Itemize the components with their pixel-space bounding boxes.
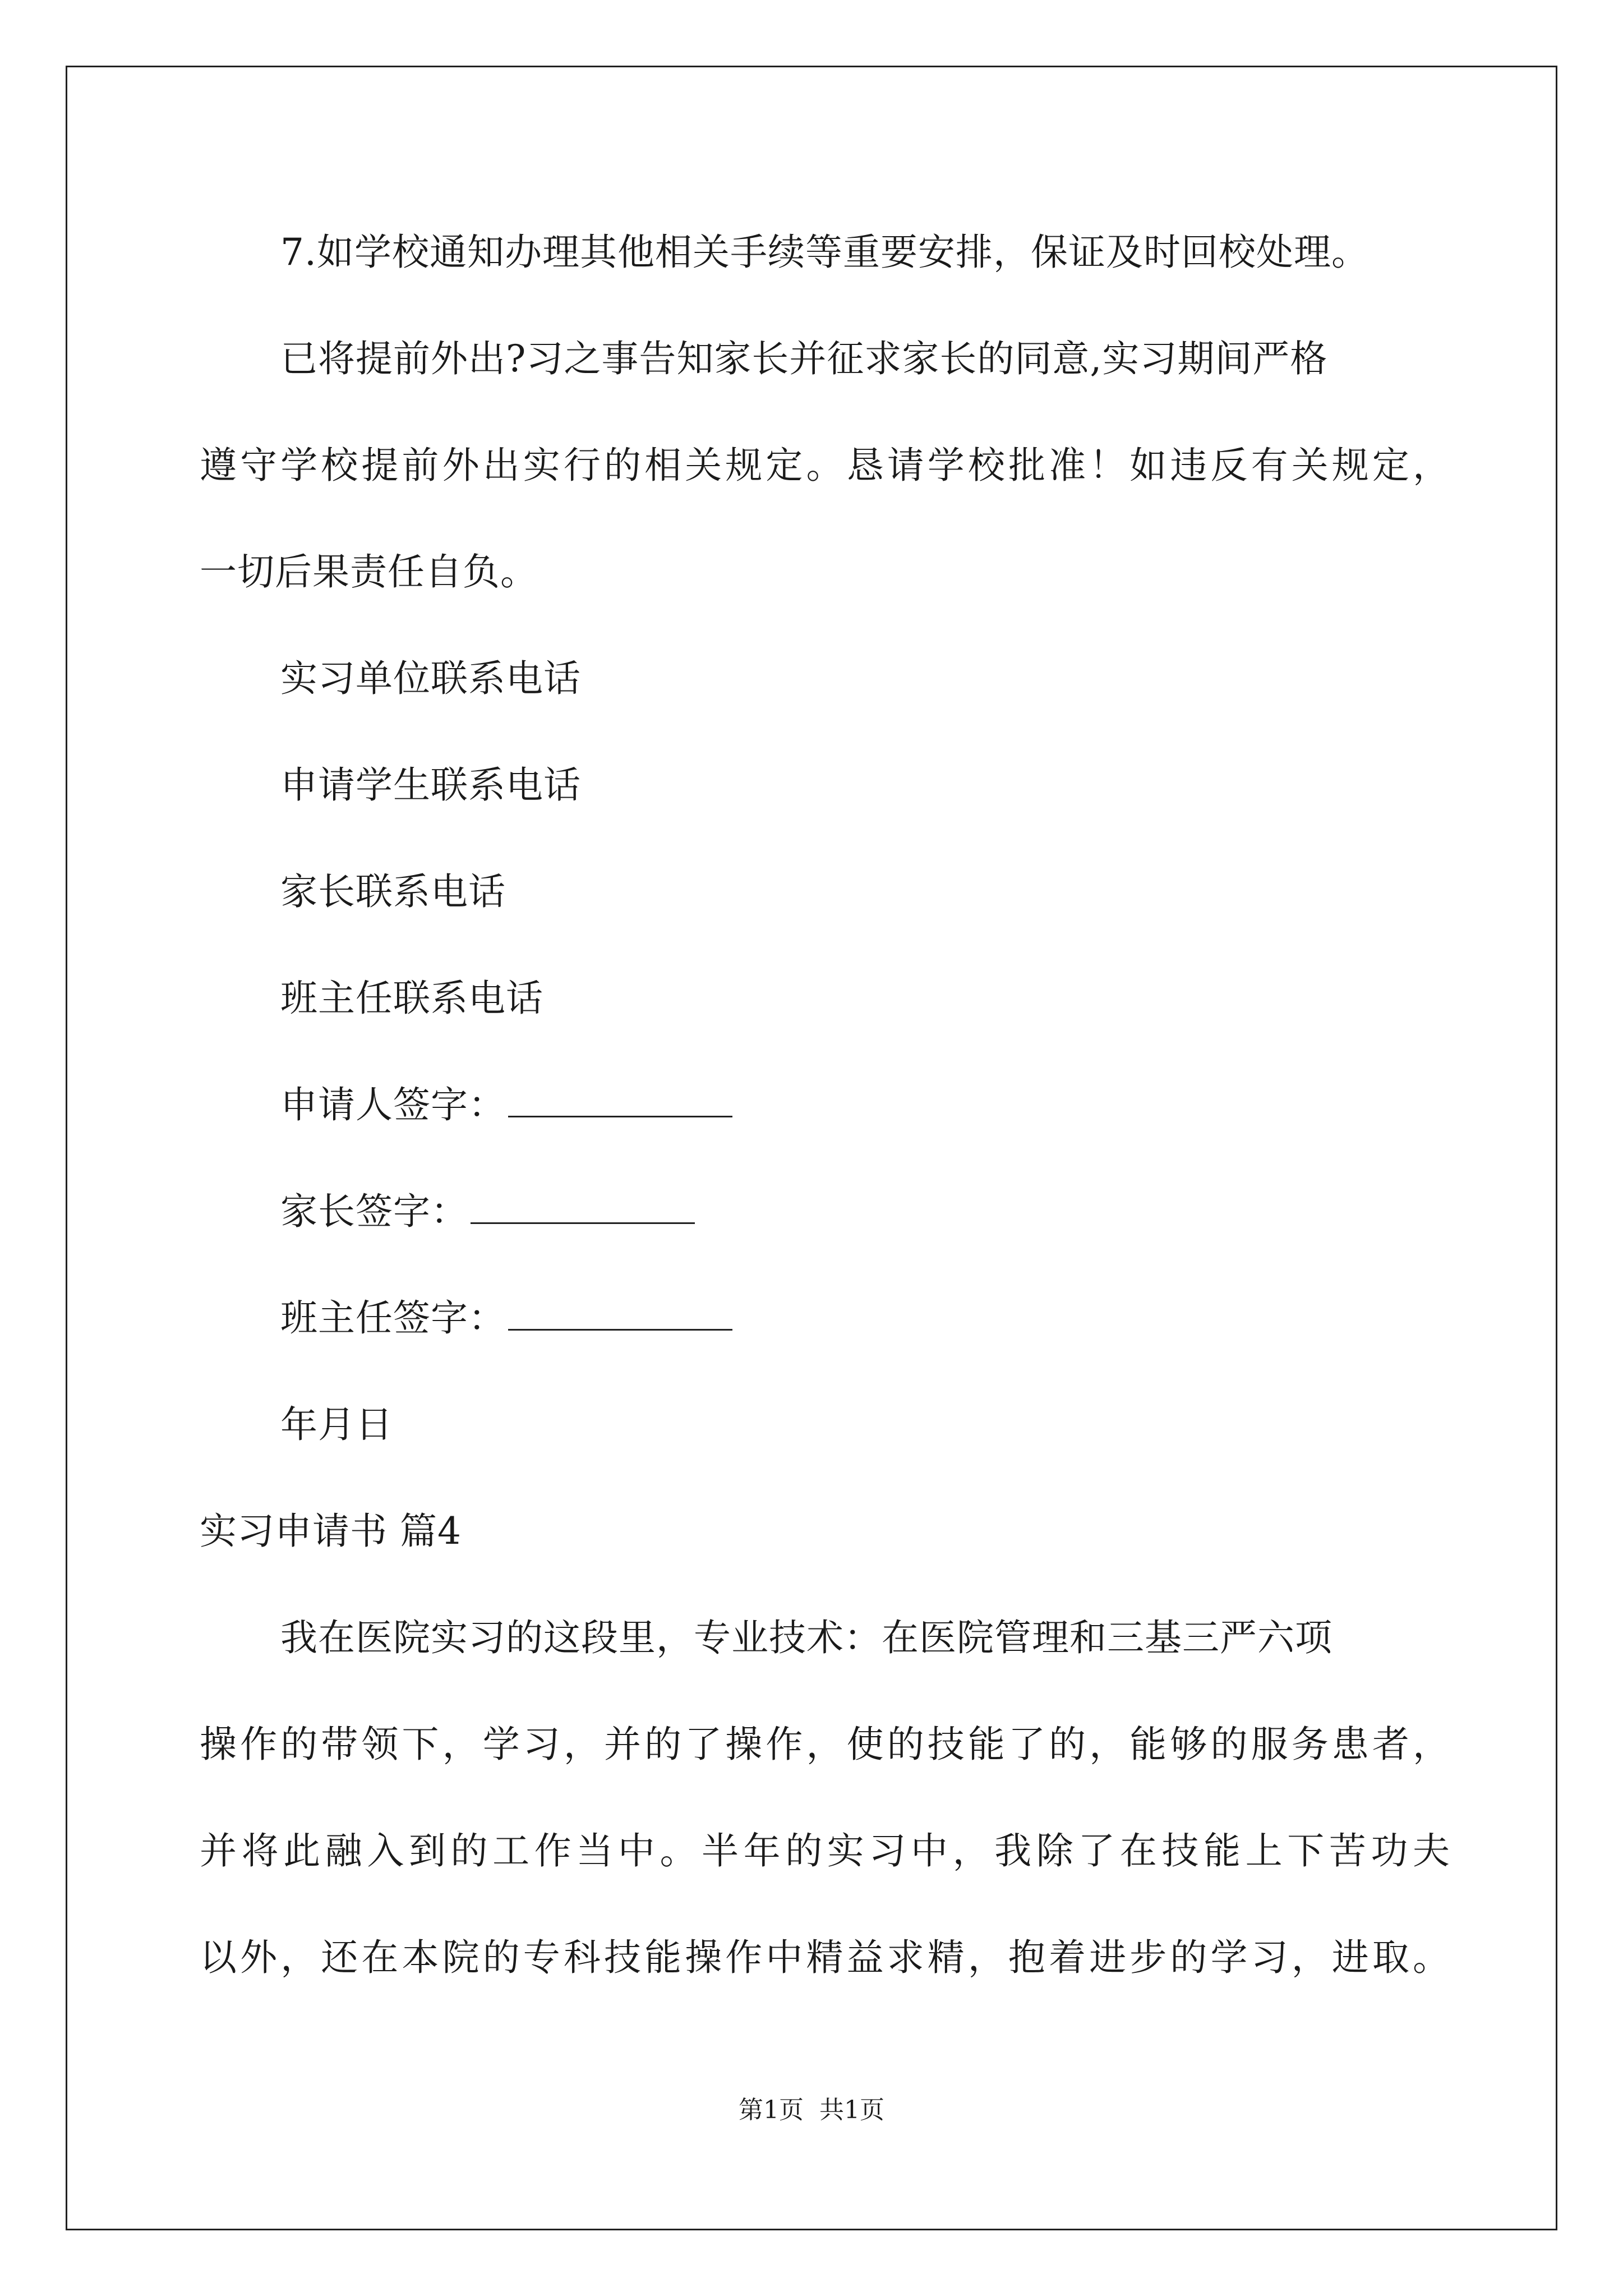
page-number-footer: 第1页 共1页 (739, 2096, 884, 2124)
teacher-signature-row (280, 1296, 732, 1341)
body-line-3: 并将此融入到的工作当中。半年的实习中，我除了在技能上下苦功夫 (200, 1829, 1450, 1872)
applicant-signature-label: 申请人签字： (280, 1083, 506, 1126)
internship-unit-phone-label: 实习单位联系电话 (280, 657, 581, 700)
parent-signature-blank (471, 1190, 695, 1224)
paragraph-consent-line-3: 一切后果责任自负。 (200, 550, 538, 593)
section-heading: 实习申请书 篇4 (200, 1510, 462, 1553)
teacher-signature-blank (508, 1296, 732, 1331)
paragraph-item-7: 7.如学校通知办理其他相关手续等重要安排，保证及时回校处理。 (280, 231, 1369, 274)
applicant-signature-row (280, 1083, 732, 1128)
parent-signature-row (280, 1189, 695, 1234)
student-phone-label: 申请学生联系电话 (280, 763, 581, 807)
teacher-phone-label: 班主任联系电话 (280, 977, 543, 1020)
parent-phone-label: 家长联系电话 (280, 870, 506, 913)
teacher-signature-label: 班主任签字： (280, 1296, 506, 1340)
applicant-signature-blank (508, 1083, 732, 1117)
paragraph-consent-line-2: 遵守学校提前外出实行的相关规定。恳请学校批准！如违反有关规定， (200, 444, 1450, 487)
body-line-1: 我在医院实习的这段里，专业技术：在医院管理和三基三严六项 (280, 1616, 1332, 1659)
parent-signature-label: 家长签字： (280, 1190, 468, 1233)
date-line: 年月日 (280, 1403, 393, 1446)
page-border (66, 66, 1557, 2230)
paragraph-consent-line-1: 已将提前外出?习之事告知家长并征求家长的同意,实习期间严格 (280, 337, 1328, 380)
body-line-4: 以外，还在本院的专科技能操作中精益求精，抱着进步的学习，进取。 (200, 1936, 1450, 1979)
body-line-2: 操作的带领下，学习，并的了操作，使的技能了的，能够的服务患者， (200, 1723, 1450, 1766)
